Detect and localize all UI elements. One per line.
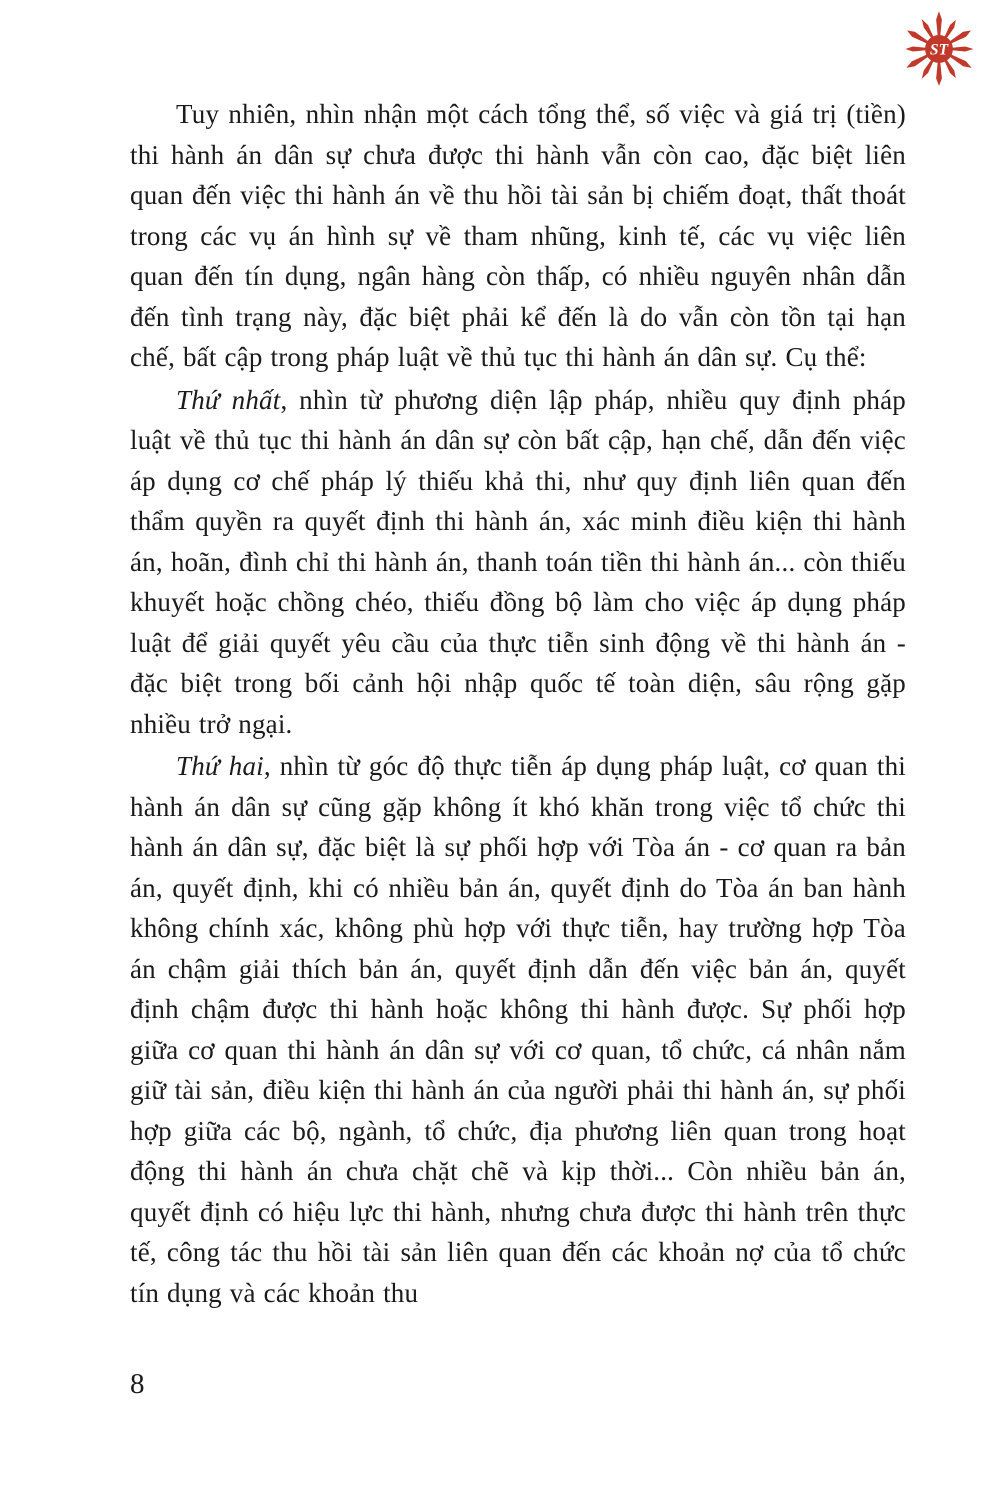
paragraph <box>130 380 906 745</box>
paragraph <box>130 94 906 378</box>
paragraph-text: Tuy nhiên, nhìn nhận một cách tổng thể, số việc và giá trị (tiền) thi hành án dân sự chưa được thi hành vẫn còn cao, đặc biệt liên quan đến việc thi hành án về thu hồi tài sản bị chiếm đoạt, thất thoát trong các vụ án hình sự về tham nhũng, kinh tế, các vụ việc liên quan đến tín dụng, ngân hàng còn thấp, có nhiều nguyên nhân dẫn đến tình trạng này, đặc biệt phải kể đến là do vẫn còn tồn tại hạn chế, bất cập trong pháp luật về thủ tục thi hành án dân sự. Cụ thể: <box>130 99 906 372</box>
publisher-logo-icon <box>898 6 980 92</box>
page-body <box>130 94 906 1315</box>
page-number: 8 <box>130 1368 145 1400</box>
publisher-logo-text: ST <box>929 41 949 59</box>
paragraph <box>130 746 906 1313</box>
paragraph-text: , nhìn từ góc độ thực tiễn áp dụng pháp luật, cơ quan thi hành án dân sự cũng gặp không ít khó khăn trong việc tổ chức thi hành án dân sự, đặc biệt là sự phối hợp với Tòa án - cơ quan ra bản án, quyết định, khi có nhiều bản án, quyết định do Tòa án ban hành không chính xác, không phù hợp với thực tiễn, hay trường hợp Tòa án chậm giải thích bản án, quyết định dẫn đến việc bản án, quyết định chậm được thi hành hoặc không thi hành được. Sự phối hợp giữa cơ quan thi hành án dân sự với cơ quan, tổ chức, cá nhân nắm giữ tài sản, điều kiện thi hành án của người phải thi hành án, sự phối hợp giữa các bộ, ngành, tổ chức, địa phương liên quan trong hoạt động thi hành án chưa chặt chẽ và kịp thời... Còn nhiều bản án, quyết định có hiệu lực thi hành, nhưng chưa được thi hành trên thực tế, công tác thu hồi tài sản liên quan đến các khoản nợ của tổ chức tín dụng và các khoản thu <box>130 751 906 1308</box>
paragraph-text: , nhìn từ phương diện lập pháp, nhiều quy định pháp luật về thủ tục thi hành án dân sự còn bất cập, hạn chế, dẫn đến việc áp dụng cơ chế pháp lý thiếu khả thi, như quy định liên quan đến thẩm quyền ra quyết định thi hành án, xác minh điều kiện thi hành án, hoãn, đình chỉ thi hành án, thanh toán tiền thi hành án... còn thiếu khuyết hoặc chồng chéo, thiếu đồng bộ làm cho việc áp dụng pháp luật để giải quyết yêu cầu của thực tiễn sinh động về thi hành án - đặc biệt trong bối cảnh hội nhập quốc tế toàn diện, sâu rộng gặp nhiều trở ngại. <box>130 384 906 739</box>
paragraph-lead: Thứ nhất <box>176 384 281 415</box>
paragraph-lead: Thứ hai <box>176 751 264 781</box>
